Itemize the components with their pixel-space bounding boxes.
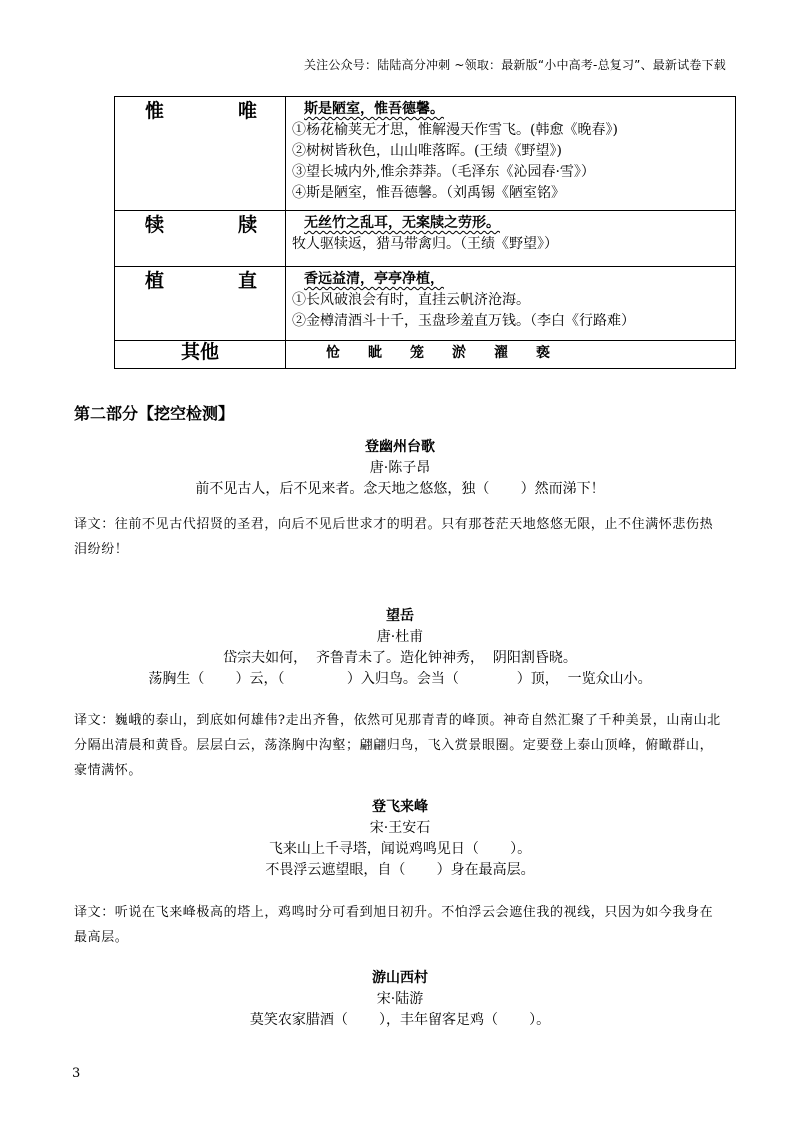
char-a: 惟 xyxy=(145,100,165,122)
poem-translation: 译文：巍峨的泰山，到底如何雄伟?走出齐鲁，依然可见那青青的峰顶。神奇自然汇聚了千种美景，山南山北分隔出清晨和黄昏。层层白云，荡涤胸中沟壑；翩翩归鸟，飞入赏景眼圈。定要登上泰山顶峰，俯瞰群山，豪情满怀。 xyxy=(74,713,721,778)
example-cell xyxy=(286,211,736,267)
char-b: 牍 xyxy=(237,214,257,236)
poem-title: 游山西村 xyxy=(372,970,428,986)
poem-line: 不畏浮云遮望眼，自（ ）身在最高层。 xyxy=(265,862,535,878)
example-line: ①长风破浪会有时，直挂云帆济沧海。 xyxy=(292,292,530,308)
table-row xyxy=(115,97,736,211)
example-cell xyxy=(286,267,736,341)
poem-line: 荡胸生（ ）云，（ ）入归鸟。会当（ ）顶， 一览众山小。 xyxy=(148,671,652,687)
page-header: 关注公众号：陆陆高分冲刺 ~领取：最新版“小中高考-总复习”、最新试卷下载 xyxy=(303,58,726,72)
char-pair-cell xyxy=(115,267,286,341)
poem-title: 登飞来峰 xyxy=(372,799,428,815)
other-label-cell xyxy=(115,341,286,369)
poem-author: 宋·陆游 xyxy=(376,991,424,1007)
poem-block xyxy=(74,437,726,500)
char-pair-cell xyxy=(115,97,286,211)
example-line: ④斯是陋室，惟吾德馨。（刘禹锡《陋室铭》 xyxy=(292,185,565,201)
poem-title: 望岳 xyxy=(386,608,414,624)
poem-block xyxy=(74,606,726,690)
other-char: 笼 xyxy=(410,345,424,361)
table-row xyxy=(115,211,736,267)
other-char: 亵 xyxy=(536,345,550,361)
other-char: 濯 xyxy=(494,345,508,361)
other-chars-cell xyxy=(286,341,736,369)
char-b: 直 xyxy=(237,270,257,292)
poem-translation: 译文：往前不见古代招贤的圣君，向后不见后世求才的明君。只有那苍茫天地悠悠无限，止不住满怀悲伤热泪纷纷！ xyxy=(74,517,714,557)
example-line: ②金樽清酒斗十千，玉盘珍羞直万钱。（李白《行路难） xyxy=(292,313,635,329)
char-a: 犊 xyxy=(145,214,165,236)
poem-line: 莫笑农家腊酒（ ），丰年留客足鸡（ ）。 xyxy=(249,1012,551,1028)
char-b: 唯 xyxy=(237,100,257,122)
other-char: 淤 xyxy=(452,345,466,361)
table-row xyxy=(115,267,736,341)
poem-author: 唐·杜甫 xyxy=(376,629,424,645)
example-line: ②树树皆秋色，山山唯落晖。(王绩《野望》) xyxy=(292,143,562,159)
poem-title: 登幽州台歌 xyxy=(365,439,435,455)
page-number: 3 xyxy=(72,1066,81,1081)
poem-line: 飞来山上千寻塔，闻说鸡鸣见日（ ）。 xyxy=(268,841,532,857)
example-cell xyxy=(286,97,736,211)
poem-author: 唐·陈子昂 xyxy=(369,460,431,476)
character-table xyxy=(114,96,736,369)
poem-author: 宋·王安石 xyxy=(369,820,431,836)
poem-block xyxy=(74,797,726,881)
poem-line: 前不见古人，后不见来者。念天地之悠悠，独（ ）然而涕下！ xyxy=(195,481,605,497)
poem-translation: 译文：听说在飞来峰极高的塔上，鸡鸣时分可看到旭日初升。不怕浮云会遮住我的视线，只因为如今我身在最高层。 xyxy=(74,905,714,945)
char-a: 植 xyxy=(145,270,165,292)
lead-sentence: 斯是陋室，惟吾德馨。 xyxy=(304,101,444,117)
char-pair-cell xyxy=(115,211,286,267)
lead-sentence: 无丝竹之乱耳，无案牍之劳形。 xyxy=(304,215,500,231)
example-line: ③望长城内外,惟余莽莽。（毛泽东《沁园春·雪》） xyxy=(292,164,595,180)
poem-line: 岱宗夫如何， 齐鲁青未了。造化钟神秀， 阴阳割昏晓。 xyxy=(223,650,577,666)
example-line: ①杨花榆荚无才思，惟解漫天作雪飞。(韩愈《晚春》) xyxy=(292,122,618,138)
other-char: 眦 xyxy=(368,345,382,361)
section-title: 第二部分【挖空检测】 xyxy=(74,404,235,423)
other-label: 其他 xyxy=(180,341,219,363)
table-row xyxy=(115,341,736,369)
other-char: 怆 xyxy=(326,345,340,361)
lead-sentence: 香远益清，亭亭净植， xyxy=(304,271,444,287)
example-line: 牧人驱犊返，猎马带禽归。（王绩《野望》） xyxy=(292,236,558,252)
poem-block xyxy=(74,968,726,1031)
